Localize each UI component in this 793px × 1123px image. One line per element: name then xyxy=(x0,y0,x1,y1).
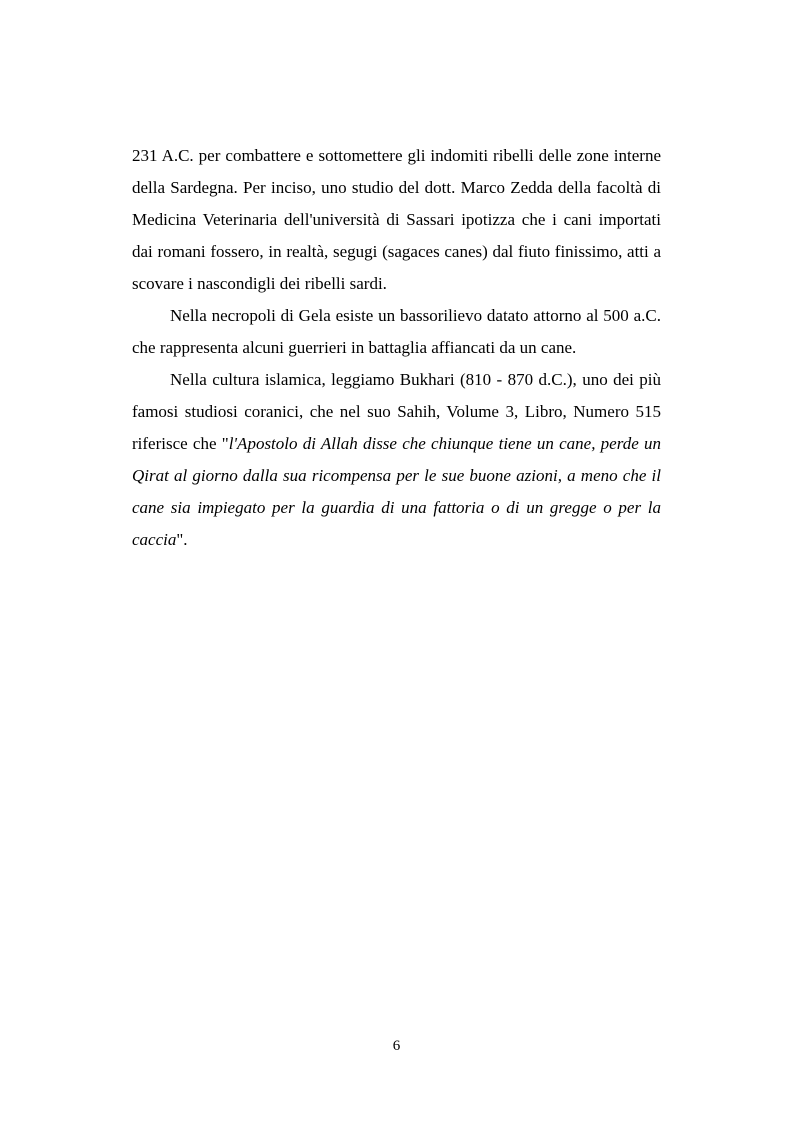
paragraph-1: 231 A.C. per combattere e sottomettere gli indomiti ribelli delle zone interne della Sardegna. Per inciso, uno studio del dott. Marco Zedda della facoltà di Medicina Veterinaria dell'università di Sassari ipotizza che i cani importati dai romani fossero, in realtà, segugi (sagaces canes) dal fiuto finissimo, atti a scovare i nascondigli dei ribelli sardi. xyxy=(132,146,661,293)
page-number: 6 xyxy=(392,1038,401,1054)
paragraph-3 xyxy=(132,364,661,556)
paragraph-3-intro: Nella cultura islamica, leggiamo Bukhari (810 - 870 d.C.), uno dei più famosi studiosi coranici, che nel suo Sahih, Volume 3, Libro, Numero 515 riferisce che " xyxy=(132,370,661,453)
paragraph-2: Nella necropoli di Gela esiste un bassorilievo datato attorno al 500 a.C. che rappresenta alcuni guerrieri in battaglia affiancati da un cane. xyxy=(132,306,661,357)
quotation-italic: l'Apostolo di Allah disse che chiunque tiene un cane, perde un Qirat al giorno dalla sua ricompensa per le sue buone azioni, a meno che il cane sia impiegato per la guardia di una fattoria o di un gregge o per la caccia xyxy=(132,434,661,549)
document-body xyxy=(132,140,661,556)
paragraph-3-closing: ". xyxy=(176,530,188,549)
